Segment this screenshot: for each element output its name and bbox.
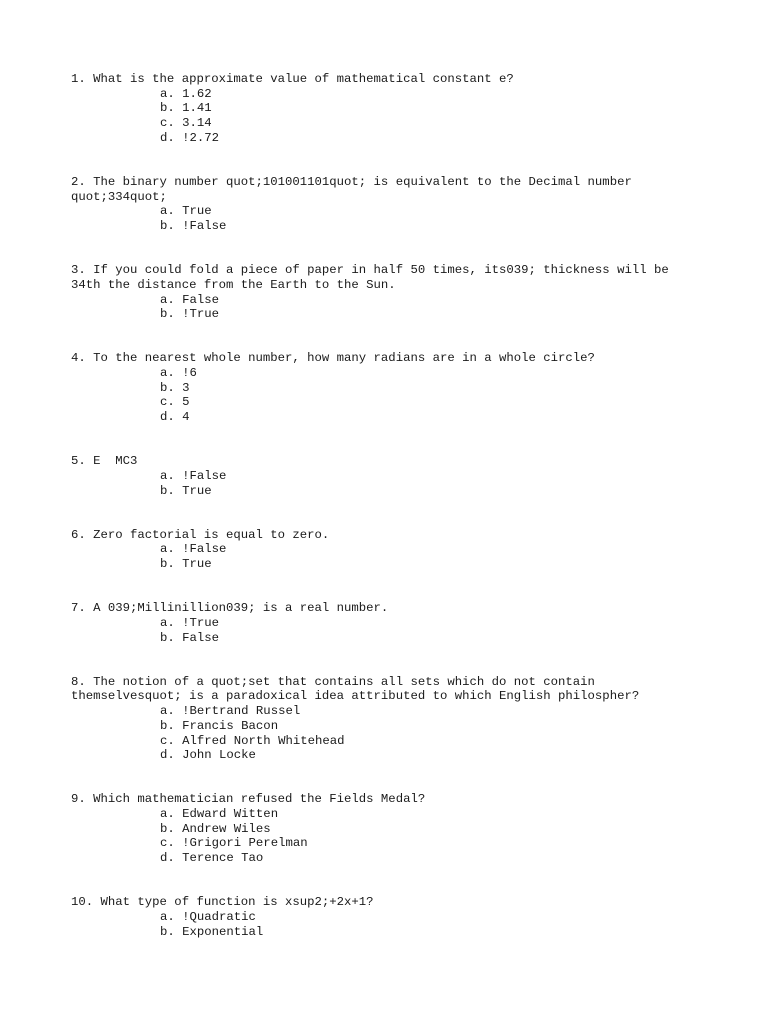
option-a: a. Edward Witten (160, 807, 279, 822)
option-d: d. Terence Tao (160, 851, 264, 866)
question-text: 8. The notion of a quot;set that contains all sets which do not contain themselvesquot; is a paradoxical idea attributed to which English philospher? (71, 674, 640, 704)
question-text: 10. What type of function is xsup2;+2x+1? (71, 895, 374, 910)
question-text: 6. Zero factorial is equal to zero. (71, 527, 330, 542)
option-d: d. !2.72 (160, 130, 220, 145)
question-10 (71, 895, 691, 939)
option-d: d. John Locke (160, 748, 256, 763)
option-b: b. True (160, 483, 212, 498)
question-2 (71, 175, 691, 234)
question-text: 4. To the nearest whole number, how many radians are in a whole circle? (71, 351, 595, 366)
option-b: b. True (160, 557, 212, 572)
question-text: 5. E MC3 (71, 454, 138, 469)
option-a: a. !Quadratic (160, 909, 256, 924)
option-b: b. 3 (160, 380, 190, 395)
option-c: c. 3.14 (160, 116, 212, 131)
option-b: b. 1.41 (160, 101, 212, 116)
question-text: 9. Which mathematician refused the Fields Medal? (71, 792, 426, 807)
question-5 (71, 454, 691, 498)
question-text: 2. The binary number quot;101001101quot; is equivalent to the Decimal number quot;334quot; (71, 174, 640, 204)
option-a: a. !Bertrand Russel (160, 704, 301, 719)
option-c: c. !Grigori Perelman (160, 836, 308, 851)
question-text: 1. What is the approximate value of mathematical constant e? (71, 72, 514, 86)
option-a: a. False (160, 292, 220, 307)
question-text: 7. A 039;Millinillion039; is a real number. (71, 601, 389, 616)
option-a: a. !True (160, 615, 220, 630)
quiz-document (71, 72, 691, 969)
option-a: a. True (160, 204, 212, 219)
option-b: b. Francis Bacon (160, 718, 279, 733)
question-1 (71, 72, 691, 146)
question-text: 3. If you could fold a piece of paper in half 50 times, its039; thickness will be 34th the distance from the Earth to the Sun. (71, 263, 677, 292)
option-c: c. 5 (160, 395, 190, 410)
option-b: b. !True (160, 307, 220, 322)
option-b: b. Exponential (160, 924, 264, 939)
question-3 (71, 263, 691, 322)
option-c: c. Alfred North Whitehead (160, 733, 345, 748)
option-b: b. !False (160, 219, 227, 234)
question-8 (71, 675, 691, 763)
question-7 (71, 601, 691, 645)
option-b: b. Andrew Wiles (160, 821, 271, 836)
question-9 (71, 792, 691, 866)
option-d: d. 4 (160, 410, 190, 425)
option-a: a. !False (160, 542, 227, 557)
option-a: a. !False (160, 468, 227, 483)
option-a: a. !6 (160, 366, 197, 381)
option-a: a. 1.62 (160, 86, 212, 101)
question-4 (71, 351, 691, 425)
question-6 (71, 528, 691, 572)
option-b: b. False (160, 630, 220, 645)
